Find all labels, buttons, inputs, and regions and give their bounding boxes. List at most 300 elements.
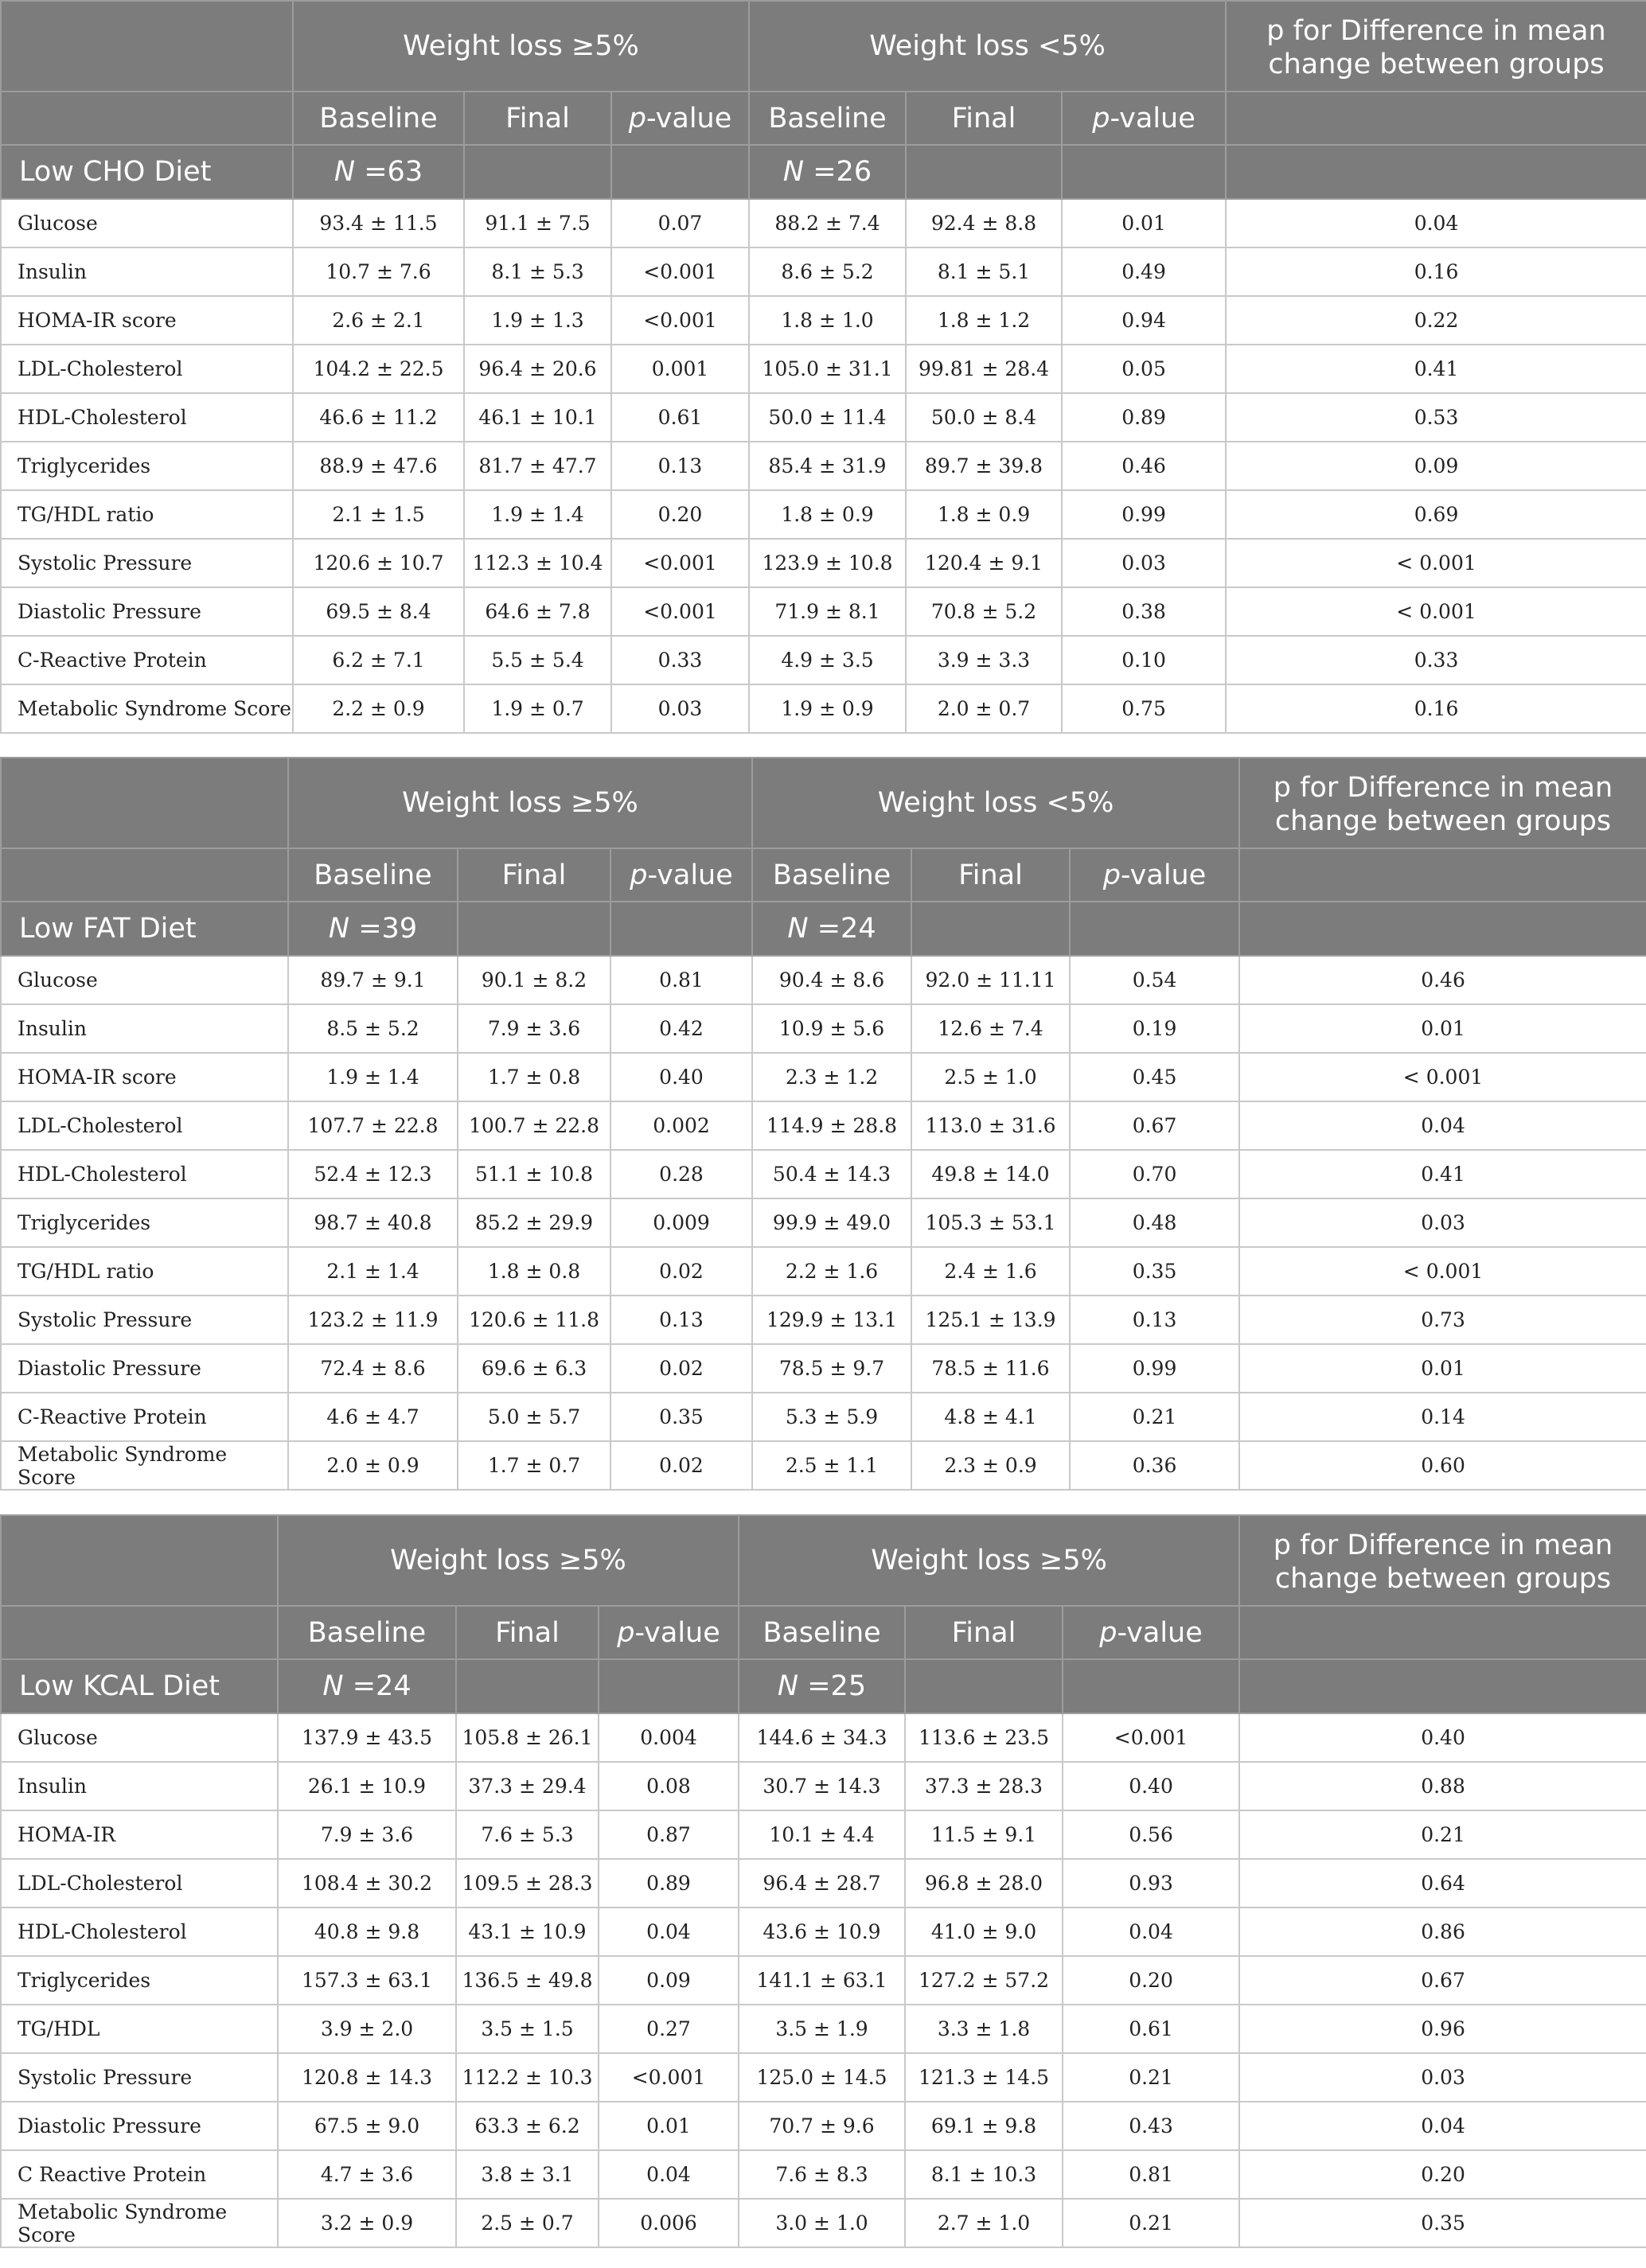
final-value-group1: 85.2 ± 29.9 (458, 1198, 610, 1247)
final-value-group1: 3.8 ± 3.1 (456, 2150, 599, 2199)
baseline-value-group2: 10.1 ± 4.4 (739, 1810, 905, 1859)
group1-n (288, 902, 458, 956)
p-difference-value: 0.46 (1239, 956, 1646, 1004)
baseline-value-group1: 104.2 ± 22.5 (293, 345, 464, 393)
p-difference-value: 0.69 (1226, 490, 1646, 539)
table-row (1, 1713, 1646, 1762)
group2-n (749, 145, 906, 199)
table-row (1, 199, 1646, 247)
baseline-value-group2: 99.9 ± 49.0 (752, 1198, 911, 1247)
table-row (1, 684, 1646, 733)
p-value-group1: 0.04 (599, 2150, 739, 2199)
p-difference-value: 0.33 (1226, 636, 1646, 684)
baseline-value-group1: 46.6 ± 11.2 (293, 393, 464, 442)
row-label: C Reactive Protein (1, 2150, 278, 2199)
n-italic: N (787, 913, 809, 945)
final-value-group2: 92.0 ± 11.11 (911, 956, 1070, 1004)
row-label: Glucose (1, 956, 288, 1004)
final-value-group1: 5.0 ± 5.7 (458, 1393, 610, 1441)
header-empty-cell (458, 902, 610, 956)
p-value-group2: 0.10 (1062, 636, 1226, 684)
p-value-group1: 0.61 (611, 393, 749, 442)
final-value-group2: 3.9 ± 3.3 (906, 636, 1062, 684)
p-value-group1: <0.001 (611, 296, 749, 345)
table-row (1, 1393, 1646, 1441)
final-value-group1: 5.5 ± 5.4 (464, 636, 611, 684)
baseline-value-group2: 5.3 ± 5.9 (752, 1393, 911, 1441)
table-row (1, 1247, 1646, 1296)
final-value-group2: 41.0 ± 9.0 (905, 1908, 1063, 1956)
diet-label: Low KCAL Diet (1, 1659, 278, 1713)
baseline-value-group1: 72.4 ± 8.6 (288, 1344, 458, 1393)
p-difference-value: 0.04 (1239, 2102, 1646, 2150)
p-difference-value: 0.86 (1239, 1908, 1646, 1956)
p-value-group2: 0.94 (1062, 296, 1226, 345)
p-italic: p (1099, 1616, 1117, 1649)
baseline-value-group1: 89.7 ± 9.1 (288, 956, 458, 1004)
baseline-value-group2: 1.8 ± 0.9 (749, 490, 906, 539)
baseline-value-group2: 30.7 ± 14.3 (739, 1762, 905, 1810)
final-value-group1: 51.1 ± 10.8 (458, 1150, 610, 1198)
table-row (1, 956, 1646, 1004)
final-value-group1: 7.9 ± 3.6 (458, 1004, 610, 1053)
baseline-value-group2: 2.5 ± 1.1 (752, 1441, 911, 1490)
final-value-group1: 2.5 ± 0.7 (456, 2199, 599, 2247)
row-label: Insulin (1, 247, 293, 296)
p-difference-value: 0.04 (1239, 1101, 1646, 1150)
row-label: TG/HDL (1, 2005, 278, 2053)
baseline-value-group1: 8.5 ± 5.2 (288, 1004, 458, 1053)
group1-header: Weight loss ≥5% (278, 1515, 739, 1606)
table-row (1, 1344, 1646, 1393)
group1-header: Weight loss ≥5% (293, 1, 749, 92)
row-label: Insulin (1, 1004, 288, 1053)
final-value-group1: 1.9 ± 1.4 (464, 490, 611, 539)
col-pvalue-1 (611, 92, 749, 145)
group1-n (293, 145, 464, 199)
p-value-group1: 0.02 (610, 1344, 752, 1393)
table-row (1, 490, 1646, 539)
table-row (1, 1908, 1646, 1956)
final-value-group2: 2.7 ± 1.0 (905, 2199, 1063, 2247)
header-empty-cell (1226, 145, 1646, 199)
table-body (1, 199, 1646, 733)
col-pvalue-2 (1063, 1606, 1239, 1659)
p-difference-value: 0.20 (1239, 2150, 1646, 2199)
group1-header: Weight loss ≥5% (288, 758, 752, 848)
baseline-value-group1: 3.2 ± 0.9 (278, 2199, 456, 2247)
p-value-group1: 0.09 (599, 1956, 739, 2005)
row-label: HOMA-IR (1, 1810, 278, 1859)
final-value-group2: 1.8 ± 1.2 (906, 296, 1062, 345)
row-label: HOMA-IR score (1, 296, 293, 345)
table-row (1, 539, 1646, 587)
p-value-group1: <0.001 (611, 539, 749, 587)
p-difference-value: 0.09 (1226, 442, 1646, 490)
p-value-group2: 0.45 (1070, 1053, 1239, 1101)
p-difference-value: 0.67 (1239, 1956, 1646, 2005)
baseline-value-group2: 114.9 ± 28.8 (752, 1101, 911, 1150)
p-value-group1: 0.02 (610, 1441, 752, 1490)
n-value: =24 (808, 913, 876, 945)
p-value-group2: 0.56 (1063, 1810, 1239, 1859)
baseline-value-group1: 7.9 ± 3.6 (278, 1810, 456, 1859)
p-difference-value: 0.64 (1239, 1859, 1646, 1908)
baseline-value-group1: 2.2 ± 0.9 (293, 684, 464, 733)
baseline-value-group1: 98.7 ± 40.8 (288, 1198, 458, 1247)
p-value-group1: 0.42 (610, 1004, 752, 1053)
p-value-group1: 0.40 (610, 1053, 752, 1101)
baseline-value-group2: 1.9 ± 0.9 (749, 684, 906, 733)
final-value-group1: 1.9 ± 0.7 (464, 684, 611, 733)
p-value-group2: 0.03 (1062, 539, 1226, 587)
col-final-2: Final (911, 848, 1070, 902)
final-value-group1: 120.6 ± 11.8 (458, 1296, 610, 1344)
baseline-value-group1: 120.8 ± 14.3 (278, 2053, 456, 2102)
final-value-group2: 50.0 ± 8.4 (906, 393, 1062, 442)
p-value-group1: 0.35 (610, 1393, 752, 1441)
p-value-group2: 0.48 (1070, 1198, 1239, 1247)
header-empty-cell (1239, 1659, 1646, 1713)
row-label: Triglycerides (1, 442, 293, 490)
col-final-1: Final (456, 1606, 599, 1659)
table-row (1, 247, 1646, 296)
p-rest: -value (634, 1616, 720, 1649)
row-label: C-Reactive Protein (1, 636, 293, 684)
final-value-group1: 100.7 ± 22.8 (458, 1101, 610, 1150)
n-value: =24 (343, 1670, 412, 1702)
p-value-group2: 0.67 (1070, 1101, 1239, 1150)
row-label: Insulin (1, 1762, 278, 1810)
table-row (1, 2150, 1646, 2199)
col-baseline-1: Baseline (278, 1606, 456, 1659)
p-rest: -value (647, 859, 733, 891)
row-label: Metabolic Syndrome Score (1, 2199, 278, 2247)
row-label: LDL-Cholesterol (1, 1859, 278, 1908)
table-body (1, 1713, 1646, 2247)
group2-header: Weight loss <5% (749, 1, 1226, 92)
row-label: Diastolic Pressure (1, 587, 293, 636)
col-baseline-1: Baseline (288, 848, 458, 902)
table-body (1, 956, 1646, 1490)
final-value-group2: 121.3 ± 14.5 (905, 2053, 1063, 2102)
header-empty-cell (1063, 1659, 1239, 1713)
header-corner-cell (1, 1, 293, 92)
table-row (1, 1150, 1646, 1198)
p-value-group1: 0.89 (599, 1859, 739, 1908)
final-value-group2: 2.5 ± 1.0 (911, 1053, 1070, 1101)
final-value-group1: 37.3 ± 29.4 (456, 1762, 599, 1810)
p-value-group2: 0.75 (1062, 684, 1226, 733)
table-row (1, 636, 1646, 684)
p-value-group1: 0.13 (611, 442, 749, 490)
final-value-group2: 89.7 ± 39.8 (906, 442, 1062, 490)
p-value-group1: 0.07 (611, 199, 749, 247)
baseline-value-group2: 50.4 ± 14.3 (752, 1150, 911, 1198)
row-label: HDL-Cholesterol (1, 393, 293, 442)
baseline-value-group2: 123.9 ± 10.8 (749, 539, 906, 587)
table-row (1, 587, 1646, 636)
p-value-group2: 0.36 (1070, 1441, 1239, 1490)
final-value-group2: 92.4 ± 8.8 (906, 199, 1062, 247)
baseline-value-group1: 88.9 ± 47.6 (293, 442, 464, 490)
baseline-value-group1: 6.2 ± 7.1 (293, 636, 464, 684)
header-empty-cell (1, 1606, 278, 1659)
p-value-group2: <0.001 (1063, 1713, 1239, 1762)
n-italic: N (333, 156, 356, 188)
p-rest: -value (1120, 859, 1207, 891)
baseline-value-group2: 88.2 ± 7.4 (749, 199, 906, 247)
baseline-value-group1: 1.9 ± 1.4 (288, 1053, 458, 1101)
p-rest: -value (646, 102, 732, 134)
p-difference-value: 0.41 (1226, 345, 1646, 393)
row-label: Systolic Pressure (1, 2053, 278, 2102)
baseline-value-group1: 107.7 ± 22.8 (288, 1101, 458, 1150)
baseline-value-group2: 105.0 ± 31.1 (749, 345, 906, 393)
p-difference-value: 0.16 (1226, 247, 1646, 296)
final-value-group2: 11.5 ± 9.1 (905, 1810, 1063, 1859)
col-baseline-1: Baseline (293, 92, 464, 145)
table-row (1, 1101, 1646, 1150)
header-empty-cell (1062, 145, 1226, 199)
p-value-group1: <0.001 (599, 2053, 739, 2102)
baseline-value-group1: 69.5 ± 8.4 (293, 587, 464, 636)
p-value-group1: 0.002 (610, 1101, 752, 1150)
p-value-group2: 0.35 (1070, 1247, 1239, 1296)
col-pvalue-1 (610, 848, 752, 902)
final-value-group1: 112.2 ± 10.3 (456, 2053, 599, 2102)
baseline-value-group1: 120.6 ± 10.7 (293, 539, 464, 587)
header-empty-cell (906, 145, 1062, 199)
final-value-group2: 96.8 ± 28.0 (905, 1859, 1063, 1908)
baseline-value-group2: 43.6 ± 10.9 (739, 1908, 905, 1956)
final-value-group1: 1.7 ± 0.7 (458, 1441, 610, 1490)
table-row (1, 1004, 1646, 1053)
table-row (1, 1053, 1646, 1101)
header-empty-cell (1, 92, 293, 145)
row-label: C-Reactive Protein (1, 1393, 288, 1441)
p-value-group1: <0.001 (611, 247, 749, 296)
row-label: Glucose (1, 199, 293, 247)
col-final-2: Final (905, 1606, 1063, 1659)
baseline-value-group1: 2.1 ± 1.4 (288, 1247, 458, 1296)
baseline-value-group1: 123.2 ± 11.9 (288, 1296, 458, 1344)
p-value-group1: 0.006 (599, 2199, 739, 2247)
p-value-group2: 0.21 (1070, 1393, 1239, 1441)
row-label: LDL-Cholesterol (1, 345, 293, 393)
p-difference-value: 0.03 (1239, 1198, 1646, 1247)
col-baseline-2: Baseline (752, 848, 911, 902)
p-difference-value: < 0.001 (1239, 1247, 1646, 1296)
baseline-value-group2: 129.9 ± 13.1 (752, 1296, 911, 1344)
p-value-group1: 0.009 (610, 1198, 752, 1247)
table-row (1, 2102, 1646, 2150)
baseline-value-group2: 70.7 ± 9.6 (739, 2102, 905, 2150)
n-italic: N (328, 913, 350, 945)
final-value-group2: 127.2 ± 57.2 (905, 1956, 1063, 2005)
p-value-group2: 0.40 (1063, 1762, 1239, 1810)
n-value: =63 (355, 156, 423, 188)
final-value-group1: 1.9 ± 1.3 (464, 296, 611, 345)
row-label: Triglycerides (1, 1198, 288, 1247)
baseline-value-group2: 7.6 ± 8.3 (739, 2150, 905, 2199)
final-value-group2: 78.5 ± 11.6 (911, 1344, 1070, 1393)
p-italic: p (630, 859, 648, 891)
final-value-group2: 105.3 ± 53.1 (911, 1198, 1070, 1247)
p-difference-value: < 0.001 (1226, 587, 1646, 636)
p-italic: p (617, 1616, 635, 1649)
row-label: Metabolic Syndrome Score (1, 1441, 288, 1490)
final-value-group1: 90.1 ± 8.2 (458, 956, 610, 1004)
final-value-group2: 120.4 ± 9.1 (906, 539, 1062, 587)
final-value-group2: 113.0 ± 31.6 (911, 1101, 1070, 1150)
baseline-value-group1: 108.4 ± 30.2 (278, 1859, 456, 1908)
row-label: LDL-Cholesterol (1, 1101, 288, 1150)
baseline-value-group1: 3.9 ± 2.0 (278, 2005, 456, 2053)
col-baseline-2: Baseline (749, 92, 906, 145)
baseline-value-group2: 50.0 ± 11.4 (749, 393, 906, 442)
final-value-group2: 3.3 ± 1.8 (905, 2005, 1063, 2053)
baseline-value-group1: 157.3 ± 63.1 (278, 1956, 456, 2005)
baseline-value-group1: 2.6 ± 2.1 (293, 296, 464, 345)
p-value-group2: 0.38 (1062, 587, 1226, 636)
p-value-group2: 0.89 (1062, 393, 1226, 442)
final-value-group1: 81.7 ± 47.7 (464, 442, 611, 490)
p-difference-value: 0.01 (1239, 1004, 1646, 1053)
table-row (1, 1762, 1646, 1810)
p-difference-value: 0.96 (1239, 2005, 1646, 2053)
p-value-group2: 0.19 (1070, 1004, 1239, 1053)
p-value-group1: 0.87 (599, 1810, 739, 1859)
p-difference-value: 0.22 (1226, 296, 1646, 345)
table-row (1, 1198, 1646, 1247)
final-value-group1: 63.3 ± 6.2 (456, 2102, 599, 2150)
final-value-group1: 1.8 ± 0.8 (458, 1247, 610, 1296)
n-value: =39 (349, 913, 418, 945)
p-italic: p (1102, 859, 1121, 891)
p-difference-value: 0.88 (1239, 1762, 1646, 1810)
final-value-group1: 46.1 ± 10.1 (464, 393, 611, 442)
baseline-value-group2: 90.4 ± 8.6 (752, 956, 911, 1004)
row-label: Glucose (1, 1713, 278, 1762)
p-difference-value: < 0.001 (1239, 1053, 1646, 1101)
final-value-group1: 69.6 ± 6.3 (458, 1344, 610, 1393)
baseline-value-group2: 2.3 ± 1.2 (752, 1053, 911, 1101)
final-value-group2: 2.0 ± 0.7 (906, 684, 1062, 733)
p-difference-value: 0.01 (1239, 1344, 1646, 1393)
n-italic: N (777, 1670, 799, 1702)
p-rest: -value (1110, 102, 1195, 134)
table-row (1, 1296, 1646, 1344)
header-empty-cell (464, 145, 611, 199)
p-value-group1: 0.03 (611, 684, 749, 733)
final-value-group2: 99.81 ± 28.4 (906, 345, 1062, 393)
p-value-group2: 0.21 (1063, 2199, 1239, 2247)
group2-header: Weight loss <5% (752, 758, 1239, 848)
p-rest: -value (1117, 1616, 1203, 1649)
header-empty-cell (1239, 1606, 1646, 1659)
table-row (1, 1810, 1646, 1859)
col-final-1: Final (458, 848, 610, 902)
header-empty-cell (599, 1659, 739, 1713)
final-value-group2: 113.6 ± 23.5 (905, 1713, 1063, 1762)
p-italic: p (628, 102, 646, 134)
final-value-group2: 12.6 ± 7.4 (911, 1004, 1070, 1053)
final-value-group1: 105.8 ± 26.1 (456, 1713, 599, 1762)
table-low-kcal-diet (0, 1514, 1646, 2248)
p-difference-value: 0.04 (1226, 199, 1646, 247)
col-pvalue-2 (1070, 848, 1239, 902)
baseline-value-group1: 26.1 ± 10.9 (278, 1762, 456, 1810)
p-value-group2: 0.46 (1062, 442, 1226, 490)
final-value-group2: 125.1 ± 13.9 (911, 1296, 1070, 1344)
p-value-group2: 0.43 (1063, 2102, 1239, 2150)
final-value-group1: 109.5 ± 28.3 (456, 1859, 599, 1908)
row-label: TG/HDL ratio (1, 1247, 288, 1296)
row-label: Diastolic Pressure (1, 1344, 288, 1393)
row-label: HDL-Cholesterol (1, 1908, 278, 1956)
baseline-value-group1: 2.0 ± 0.9 (288, 1441, 458, 1490)
p-difference-value: 0.41 (1239, 1150, 1646, 1198)
final-value-group1: 43.1 ± 10.9 (456, 1908, 599, 1956)
baseline-value-group2: 10.9 ± 5.6 (752, 1004, 911, 1053)
p-value-group2: 0.93 (1063, 1859, 1239, 1908)
diet-label: Low FAT Diet (1, 902, 288, 956)
row-label: HOMA-IR score (1, 1053, 288, 1101)
row-label: TG/HDL ratio (1, 490, 293, 539)
p-value-group2: 0.01 (1062, 199, 1226, 247)
baseline-value-group1: 4.7 ± 3.6 (278, 2150, 456, 2199)
p-value-group2: 0.04 (1063, 1908, 1239, 1956)
header-empty-cell (1239, 848, 1646, 902)
row-label: Metabolic Syndrome Score (1, 684, 293, 733)
baseline-value-group1: 67.5 ± 9.0 (278, 2102, 456, 2150)
baseline-value-group2: 3.5 ± 1.9 (739, 2005, 905, 2053)
p-difference-value: 0.35 (1239, 2199, 1646, 2247)
n-italic: N (782, 156, 805, 188)
diet-label: Low CHO Diet (1, 145, 293, 199)
p-value-group1: 0.33 (611, 636, 749, 684)
p-value-group1: 0.27 (599, 2005, 739, 2053)
baseline-value-group2: 4.9 ± 3.5 (749, 636, 906, 684)
p-value-group1: 0.02 (610, 1247, 752, 1296)
row-label: Systolic Pressure (1, 1296, 288, 1344)
final-value-group2: 69.1 ± 9.8 (905, 2102, 1063, 2150)
baseline-value-group2: 125.0 ± 14.5 (739, 2053, 905, 2102)
col-final-1: Final (464, 92, 611, 145)
table-row (1, 2199, 1646, 2247)
final-value-group2: 8.1 ± 10.3 (905, 2150, 1063, 2199)
baseline-value-group2: 2.2 ± 1.6 (752, 1247, 911, 1296)
p-value-group2: 0.81 (1063, 2150, 1239, 2199)
header-empty-cell (1, 848, 288, 902)
table-row (1, 2053, 1646, 2102)
table-row (1, 1859, 1646, 1908)
baseline-value-group2: 1.8 ± 1.0 (749, 296, 906, 345)
p-value-group1: 0.01 (599, 2102, 739, 2150)
p-value-group2: 0.70 (1070, 1150, 1239, 1198)
baseline-value-group1: 40.8 ± 9.8 (278, 1908, 456, 1956)
final-value-group2: 49.8 ± 14.0 (911, 1150, 1070, 1198)
header-empty-cell (1070, 902, 1239, 956)
p-difference-value: 0.73 (1239, 1296, 1646, 1344)
p-value-group2: 0.54 (1070, 956, 1239, 1004)
p-difference-value: 0.21 (1239, 1810, 1646, 1859)
final-value-group2: 37.3 ± 28.3 (905, 1762, 1063, 1810)
header-empty-cell (610, 902, 752, 956)
baseline-value-group1: 52.4 ± 12.3 (288, 1150, 458, 1198)
p-value-group1: 0.28 (610, 1150, 752, 1198)
